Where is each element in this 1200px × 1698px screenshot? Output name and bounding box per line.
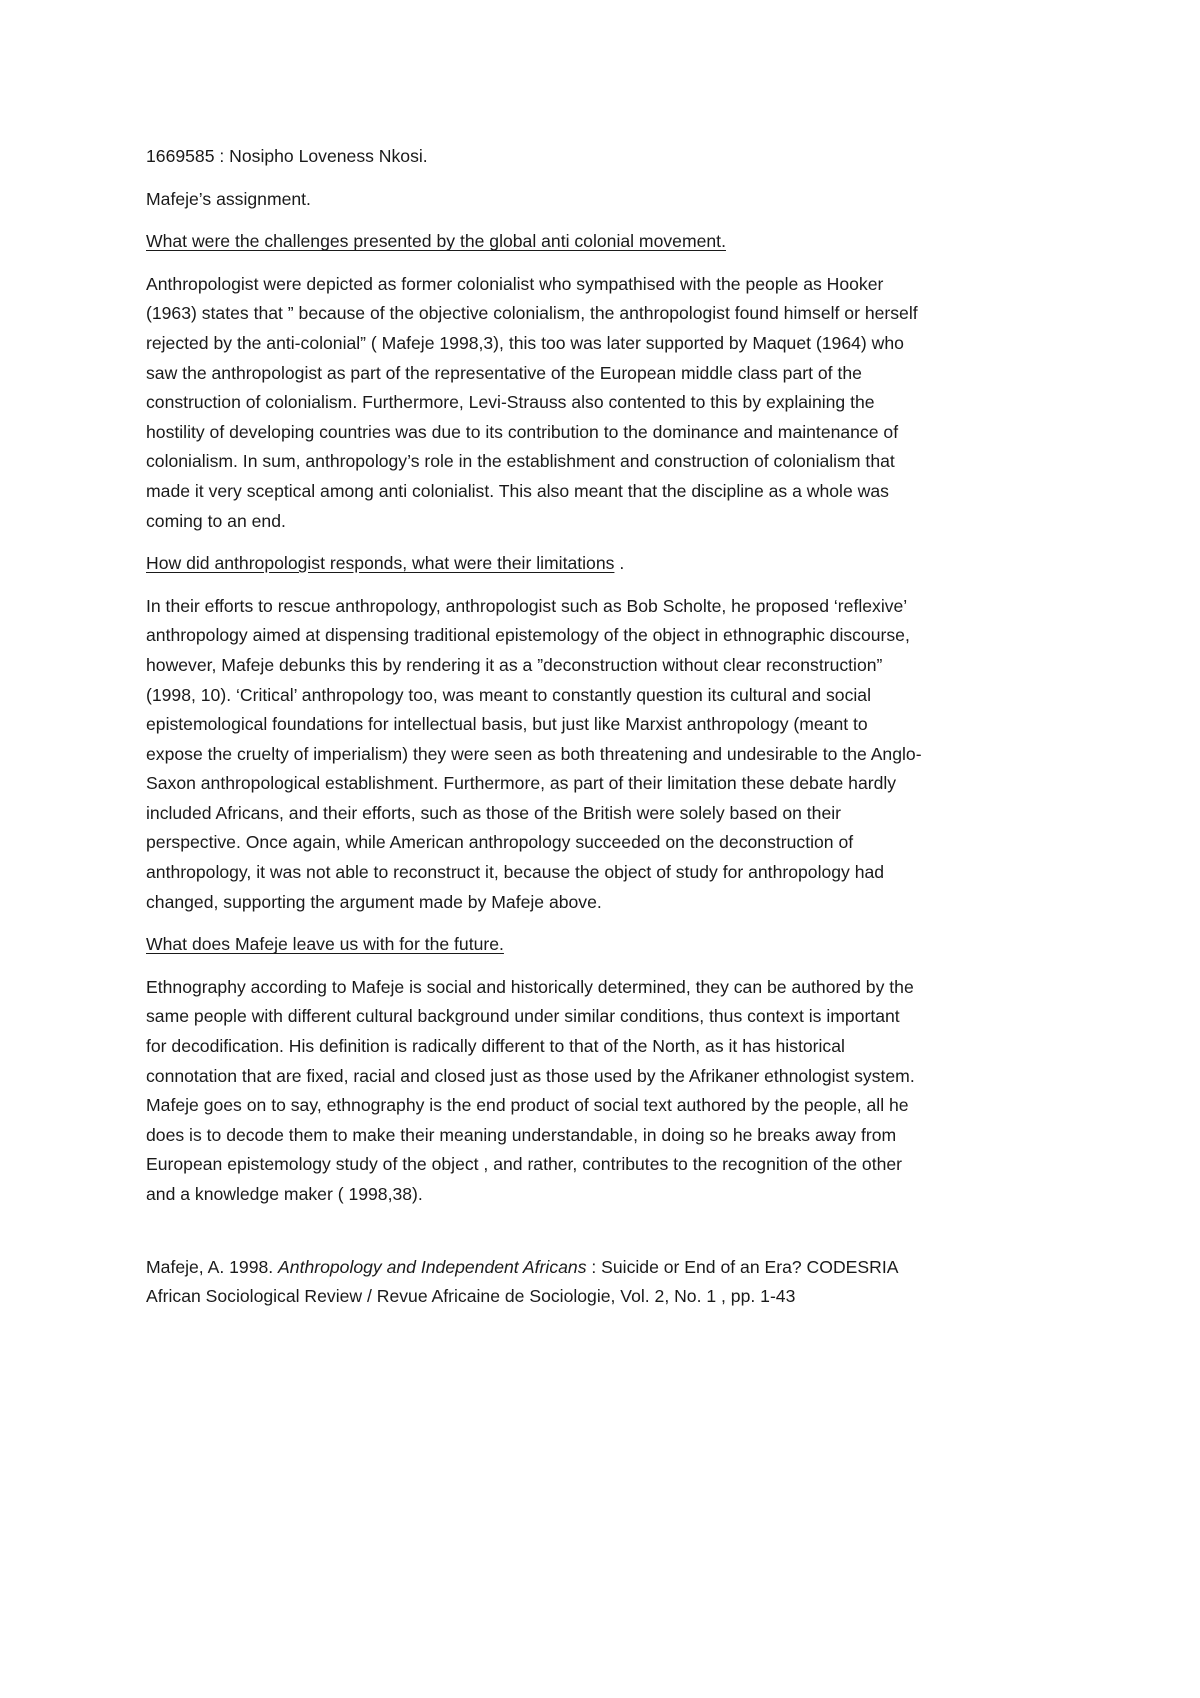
section-heading-challenges: What were the challenges presented by the global anti colonial movement. bbox=[146, 231, 726, 252]
paragraph-line: epistemological foundations for intellectual basis, but just like Marxist anthropology (meant to bbox=[146, 714, 868, 735]
section-paragraph-challenges bbox=[146, 270, 1066, 536]
paragraph-line: perspective. Once again, while American anthropology succeeded on the deconstruction of bbox=[146, 832, 854, 853]
assignment-title: Mafeje’s assignment. bbox=[146, 188, 311, 209]
paragraph-line: Anthropologist were depicted as former colonialist who sympathised with the people as Hooker bbox=[146, 273, 884, 294]
reference-prefix: Mafeje, A. 1998. bbox=[146, 1256, 279, 1277]
paragraph-line: Saxon anthropological establishment. Furthermore, as part of their limitation these debate hardly bbox=[146, 773, 897, 794]
paragraph-line: made it very sceptical among anti colonialist. This also meant that the discipline as a whole was bbox=[146, 480, 889, 501]
section-heading-future: What does Mafeje leave us with for the future. bbox=[146, 934, 504, 955]
section-heading-responses: How did anthropologist responds, what were their limitations bbox=[146, 553, 615, 574]
paragraph-line: same people with different cultural background under similar conditions, thus context is important bbox=[146, 1006, 900, 1027]
paragraph-line: colonialism. In sum, anthropology’s role in the establishment and construction of colonialism that bbox=[146, 451, 895, 472]
paragraph-line: In their efforts to rescue anthropology, anthropologist such as Bob Scholte, he proposed ‘reflexive’ bbox=[146, 595, 908, 616]
section-paragraph-future bbox=[146, 973, 1066, 1210]
reference-line-2: African Sociological Review / Revue Africaine de Sociologie, Vol. 2, No. 1 , pp. 1-43 bbox=[146, 1286, 796, 1307]
document-body bbox=[146, 142, 1066, 1325]
reference-rest: : Suicide or End of an Era? CODESRIA bbox=[586, 1256, 899, 1277]
paragraph-line: connotation that are fixed, racial and closed just as those used by the Afrikaner ethnologist system. bbox=[146, 1065, 915, 1086]
paragraph-line: Ethnography according to Mafeje is social and historically determined, they can be authored by the bbox=[146, 976, 914, 997]
paragraph-line: does is to decode them to make their meaning understandable, in doing so he breaks away from bbox=[146, 1124, 897, 1145]
paragraph-line: construction of colonialism. Furthermore, Levi-Strauss also contented to this by explaining the bbox=[146, 392, 875, 413]
paragraph-line: however, Mafeje debunks this by rendering it as a ”deconstruction without clear reconstruction” bbox=[146, 654, 883, 675]
paragraph-line: and a knowledge maker ( 1998,38). bbox=[146, 1184, 423, 1204]
reference-title: Anthropology and Independent Africans bbox=[278, 1256, 587, 1277]
paragraph-line: coming to an end. bbox=[146, 510, 286, 531]
paragraph-line: included Africans, and their efforts, such as those of the British were solely based on their bbox=[146, 802, 842, 823]
student-id-line: 1669585 : Nosipho Loveness Nkosi. bbox=[146, 146, 428, 166]
reference-line-1 bbox=[146, 1253, 1066, 1283]
section-paragraph-responses bbox=[146, 592, 1066, 918]
paragraph-line: European epistemology study of the object , and rather, contributes to the recognition of the other bbox=[146, 1154, 903, 1175]
reference-entry bbox=[146, 1253, 1066, 1312]
section-heading-responses-wrapper bbox=[146, 549, 1066, 579]
spacer bbox=[146, 1223, 1066, 1253]
paragraph-line: changed, supporting the argument made by Mafeje above. bbox=[146, 891, 602, 912]
paragraph-line: hostility of developing countries was due to its contribution to the dominance and maintenance of bbox=[146, 421, 899, 442]
paragraph-line: saw the anthropologist as part of the representative of the European middle class part of the bbox=[146, 362, 862, 383]
paragraph-line: (1963) states that ” because of the objective colonialism, the anthropologist found himself or herself bbox=[146, 303, 918, 324]
paragraph-line: (1998, 10). ‘Critical’ anthropology too, was meant to constantly question its cultural and social bbox=[146, 684, 871, 705]
paragraph-line: anthropology, it was not able to reconstruct it, because the object of study for anthropology had bbox=[146, 862, 885, 883]
paragraph-line: Mafeje goes on to say, ethnography is the end product of social text authored by the people, all he bbox=[146, 1095, 909, 1116]
paragraph-line: expose the cruelty of imperialism) they were seen as both threatening and undesirable to the Anglo- bbox=[146, 743, 922, 764]
paragraph-line: for decodification. His definition is radically different to that of the North, as it has historical bbox=[146, 1036, 845, 1057]
paragraph-line: rejected by the anti-colonial” ( Mafeje 1998,3), this too was later supported by Maquet (1964) who bbox=[146, 332, 904, 353]
section-heading-suffix: . bbox=[614, 553, 625, 574]
paragraph-line: anthropology aimed at dispensing traditional epistemology of the object in ethnographic discourse, bbox=[146, 625, 910, 646]
